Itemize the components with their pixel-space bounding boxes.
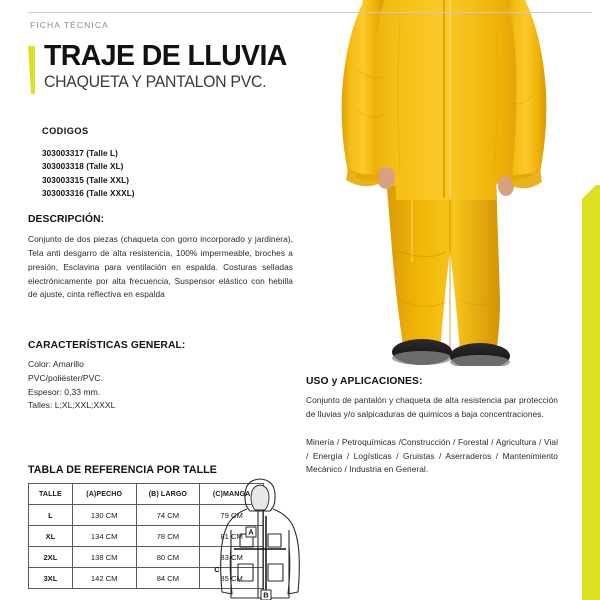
- codigo-item: [42, 174, 292, 187]
- caracteristicas-heading: CARACTERÍSTICAS GENERAL:: [28, 340, 186, 351]
- jacket-measurement-diagram: [214, 472, 306, 600]
- pocket-lower-right: [268, 564, 283, 581]
- caracteristica-line: PVC/poliéster/PVC.: [28, 372, 103, 383]
- codigos-section: [42, 126, 292, 200]
- cell-pecho: 134 CM: [72, 526, 136, 547]
- tabla-title: TABLA DE REFERENCIA POR TALLE: [28, 464, 217, 476]
- codigo-number: 303003315: [42, 175, 84, 185]
- cell-largo: 84 CM: [136, 568, 200, 589]
- cell-pecho: 142 CM: [72, 568, 136, 589]
- cell-pecho: 138 CM: [72, 547, 136, 568]
- codigos-heading: CODIGOS: [42, 126, 89, 136]
- codigo-size: (Talle XL): [86, 162, 124, 172]
- caracteristicas-list: [28, 358, 293, 413]
- marker-a: A: [248, 527, 254, 537]
- cell-manga: 81 CM: [200, 526, 264, 547]
- codigo-number: 303003318: [42, 162, 84, 172]
- caracteristica-line: Talles: L;XL;XXL;XXXL: [28, 400, 116, 411]
- kicker-ficha-tecnica: FICHA TÉCNICA: [30, 20, 109, 30]
- column-header-largo: (B) LARGO: [136, 484, 200, 505]
- descripcion-text: Conjunto de dos piezas (chaqueta con gorro incorporado y jardinera), Tela anti desgarro de alta resistencia, 100% impermeable, broches a presión, Esclavina para ventilación en espalda. Costuras selladas electrónicamente por alta frecuencia, Suspensor elástico con hebilla de ajuste, cinta reflectiva en espalda: [28, 234, 293, 300]
- codigo-size: (Talle L): [86, 149, 118, 158]
- cell-largo: 74 CM: [136, 505, 200, 526]
- pocket-chest-right: [268, 534, 281, 547]
- page-subtitle: CHAQUETA Y PANTALON PVC.: [44, 72, 267, 91]
- right-accent-bar: [582, 185, 600, 600]
- rain-suit-photo-illustration: [300, 0, 582, 366]
- uso-industries: Minería / Petroquímicas /Construcción / Forestal / Agricultura / Vial / Energía / Logísticas / Gruistas / Aserraderos / Mantenimiento Mecánico / Industria en General.: [306, 436, 558, 475]
- hood-inner: [251, 485, 269, 510]
- cell-largo: 80 CM: [136, 547, 200, 568]
- column-header-manga: (C)MANGA: [200, 484, 264, 505]
- page-title: TRAJE DE LLUVIA: [44, 40, 287, 72]
- codigo-item: [42, 187, 292, 200]
- codigo-size: (Talle XXL): [86, 175, 130, 185]
- uso-text: Conjunto de pantalón y chaqueta de alta resistencia par protección de lluvias y/o salpicaduras de quimicos a baja concentraciones.: [306, 395, 558, 419]
- caracteristica-line: Color: Amarillo: [28, 359, 84, 369]
- cell-pecho: 130 CM: [72, 505, 136, 526]
- codigo-item: [42, 160, 292, 173]
- caracteristicas-section: [28, 340, 293, 413]
- product-photo: [300, 0, 582, 366]
- cell-manga: 85 CM: [200, 568, 264, 589]
- cell-talle: 2XL: [29, 547, 73, 568]
- hand-left: [377, 167, 395, 189]
- cell-talle: L: [29, 505, 73, 526]
- pocket-lower-left: [238, 564, 253, 581]
- marker-b: B: [263, 590, 269, 600]
- uso-heading: USO y APLICACIONES:: [306, 376, 423, 387]
- cell-largo: 78 CM: [136, 526, 200, 547]
- uso-section: [306, 376, 558, 477]
- jacket-line-art: [214, 472, 306, 600]
- descripcion-section: [28, 214, 293, 302]
- cell-manga: 79 CM: [200, 505, 264, 526]
- codigo-item: [42, 147, 292, 160]
- cell-manga: 83 CM: [200, 547, 264, 568]
- header-rule: [28, 12, 592, 13]
- column-header-pecho: (A)PECHO: [72, 484, 136, 505]
- descripcion-heading: DESCRIPCIÓN:: [28, 214, 105, 225]
- column-header-talle: TALLE: [29, 484, 73, 505]
- title-accent-bar: [28, 46, 35, 94]
- cell-talle: 3XL: [29, 568, 73, 589]
- title-block: [28, 42, 318, 91]
- cell-talle: XL: [29, 526, 73, 547]
- codigo-number: 303003316: [42, 188, 84, 198]
- caracteristica-line: Espesor: 0,33 mm.: [28, 386, 101, 397]
- codigos-list: [42, 147, 292, 200]
- marker-c: C: [214, 565, 220, 574]
- codigo-number: 303003317: [42, 149, 84, 158]
- codigo-size: (Talle XXXL): [86, 188, 135, 198]
